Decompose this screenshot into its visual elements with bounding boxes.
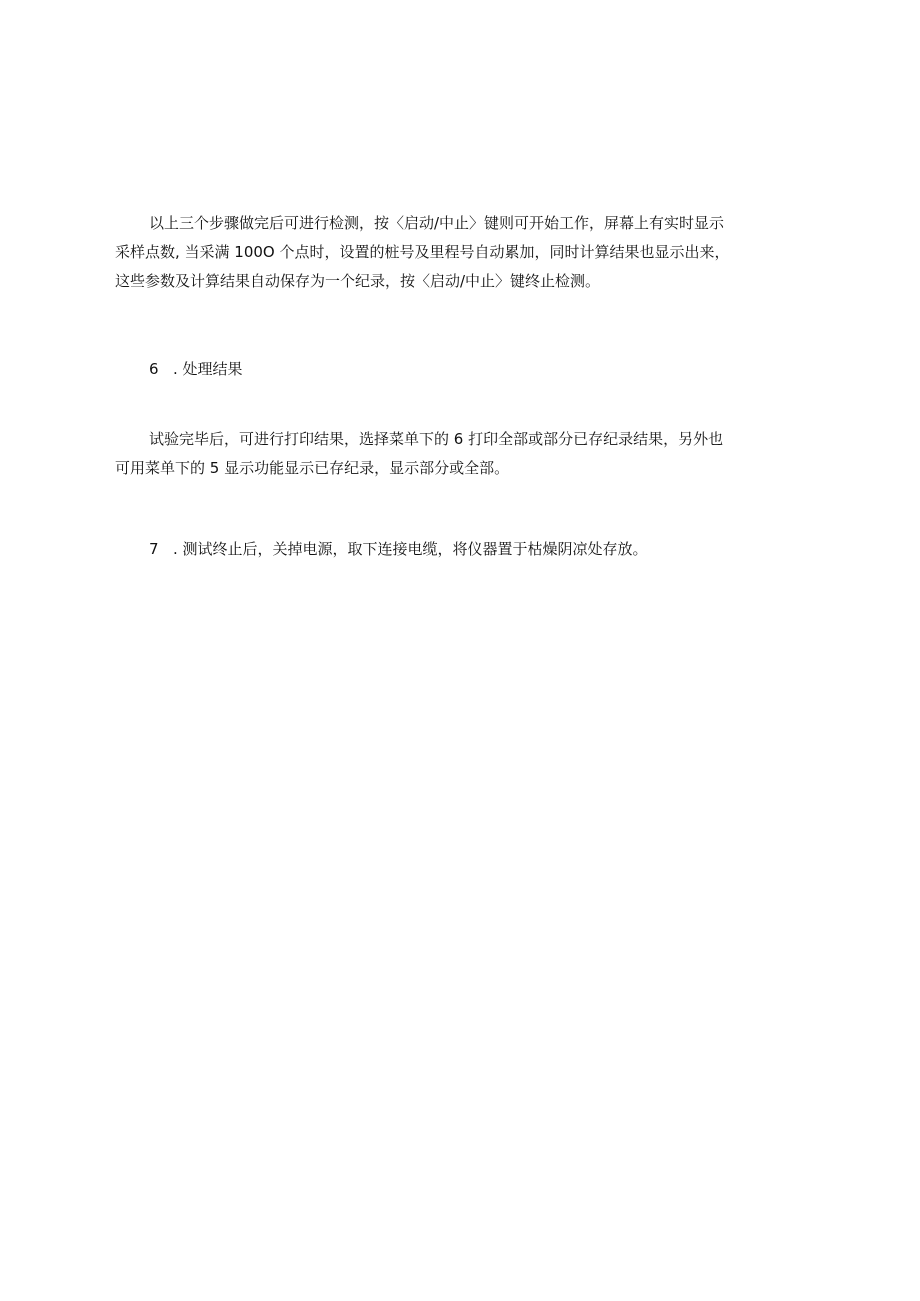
section-number: 7: [149, 540, 159, 558]
section-title: . 处理结果: [173, 360, 243, 378]
section-heading-7: [149, 535, 648, 564]
section-number: 6: [149, 360, 159, 378]
section-title: . 测试终止后，关掉电源，取下连接电缆，将仪器置于枯燥阴凉处存放。: [173, 540, 648, 558]
paragraph-line: 采样点数, 当采满 100O 个点时，设置的桩号及里程号自动累加，同时计算结果也显示出来，: [115, 243, 730, 261]
paragraph-line: 以上三个步骤做完后可进行检测，按〈启动/中止〉键则可开始工作，屏幕上有实时显示: [149, 214, 725, 232]
paragraph-line: 试验完毕后，可进行打印结果，选择菜单下的 6 打印全部或部分已存纪录结果，另外也: [149, 430, 724, 448]
paragraph-line: 可用菜单下的 5 显示功能显示已存纪录，显示部分或全部。: [115, 459, 510, 477]
paragraph-line: 这些参数及计算结果自动保存为一个纪录，按〈启动/中止〉键终止检测。: [115, 272, 601, 290]
paragraph-detection-steps: [115, 209, 810, 296]
section-heading-6: [149, 355, 243, 384]
paragraph-process-results: [115, 425, 810, 483]
